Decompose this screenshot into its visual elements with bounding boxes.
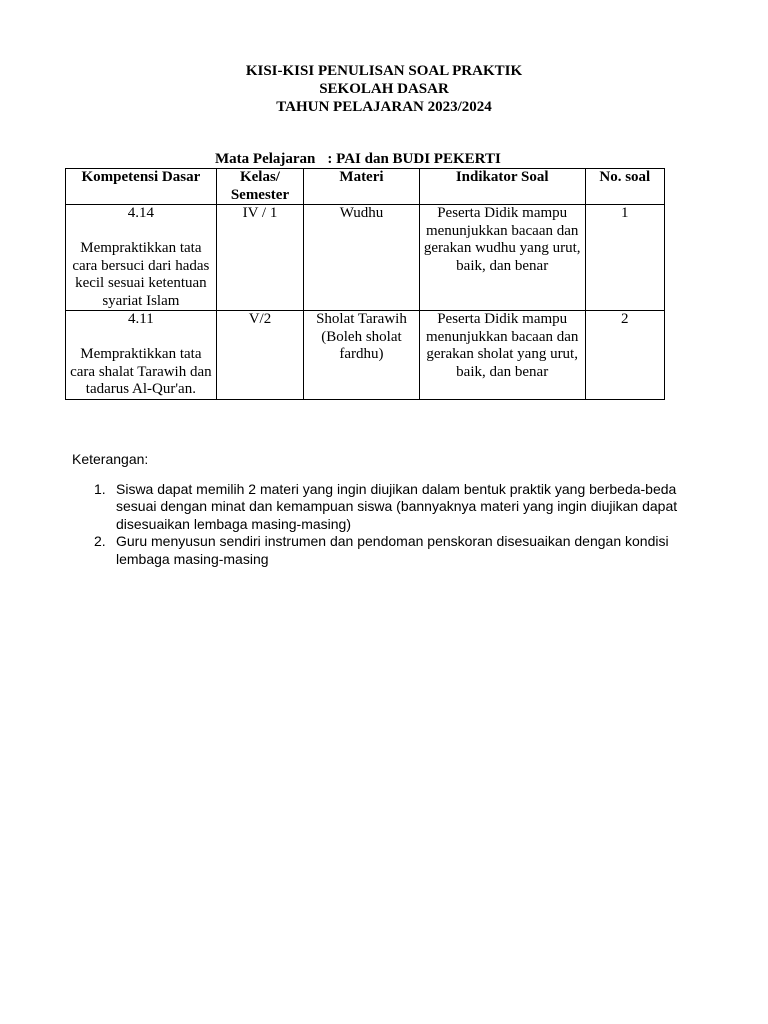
list-item (72, 533, 692, 568)
cell-kelas-semester: IV / 1 (216, 205, 303, 311)
subject-colon: : (327, 151, 333, 167)
header-kompetensi-dasar: Kompetensi Dasar (66, 169, 217, 205)
kd-code: 4.14 (127, 205, 154, 221)
cell-no-soal: 1 (585, 205, 664, 311)
kd-description: Mempraktikkan tata cara shalat Tarawih dan tadarus Al-Qur'an. (70, 346, 212, 397)
document-title (0, 62, 768, 116)
cell-kompetensi-dasar (66, 205, 217, 311)
cell-indikator-soal: Peserta Didik mampu menunjukkan bacaan dan gerakan wudhu yang urut, baik, dan benar (419, 205, 585, 311)
subject-value: PAI dan BUDI PEKERTI (336, 151, 501, 167)
notes-list (72, 481, 692, 569)
cell-materi: Wudhu (304, 205, 420, 311)
header-kelas-semester: Kelas/ Semester (216, 169, 303, 205)
title-line-3: TAHUN PELAJARAN 2023/2024 (276, 99, 492, 115)
list-item (72, 481, 692, 534)
title-line-1: KISI-KISI PENULISAN SOAL PRAKTIK (245, 63, 523, 79)
kd-code: 4.11 (128, 311, 154, 327)
list-item-text: Guru menyusun sendiri instrumen dan pendoman penskoran disesuaikan dengan kondisi lembaga masing-masing (116, 533, 669, 567)
cell-kelas-semester: V/2 (216, 311, 303, 400)
header-no-soal: No. soal (585, 169, 664, 205)
kd-description: Mempraktikkan tata cara bersuci dari hadas kecil sesuai ketentuan syariat Islam (72, 240, 210, 309)
subject-line (215, 150, 501, 168)
title-line-2: SEKOLAH DASAR (319, 81, 449, 97)
table-row (66, 311, 665, 400)
table-row (66, 205, 665, 311)
header-materi: Materi (304, 169, 420, 205)
list-item-number: 2. (94, 533, 106, 549)
notes-heading: Keterangan: (72, 451, 149, 467)
table-header-row (66, 169, 665, 205)
subject-label: Mata Pelajaran (215, 151, 316, 167)
list-item-number: 1. (94, 480, 106, 497)
cell-materi: Sholat Tarawih (Boleh sholat fardhu) (304, 311, 420, 400)
kisi-table (65, 168, 665, 400)
header-indikator-soal: Indikator Soal (419, 169, 585, 205)
cell-indikator-soal: Peserta Didik mampu menunjukkan bacaan dan gerakan sholat yang urut, baik, dan benar (419, 311, 585, 400)
list-item-text: Siswa dapat memilih 2 materi yang ingin diujikan dalam bentuk praktik yang berbeda-beda sesuai dengan minat dan kemampuan siswa (bannyaknya materi yang ingin diujikan dapat disesuaikan lembaga masing-masing) (116, 480, 678, 532)
cell-kompetensi-dasar (66, 311, 217, 400)
notes-section (72, 451, 692, 568)
cell-no-soal: 2 (585, 311, 664, 400)
